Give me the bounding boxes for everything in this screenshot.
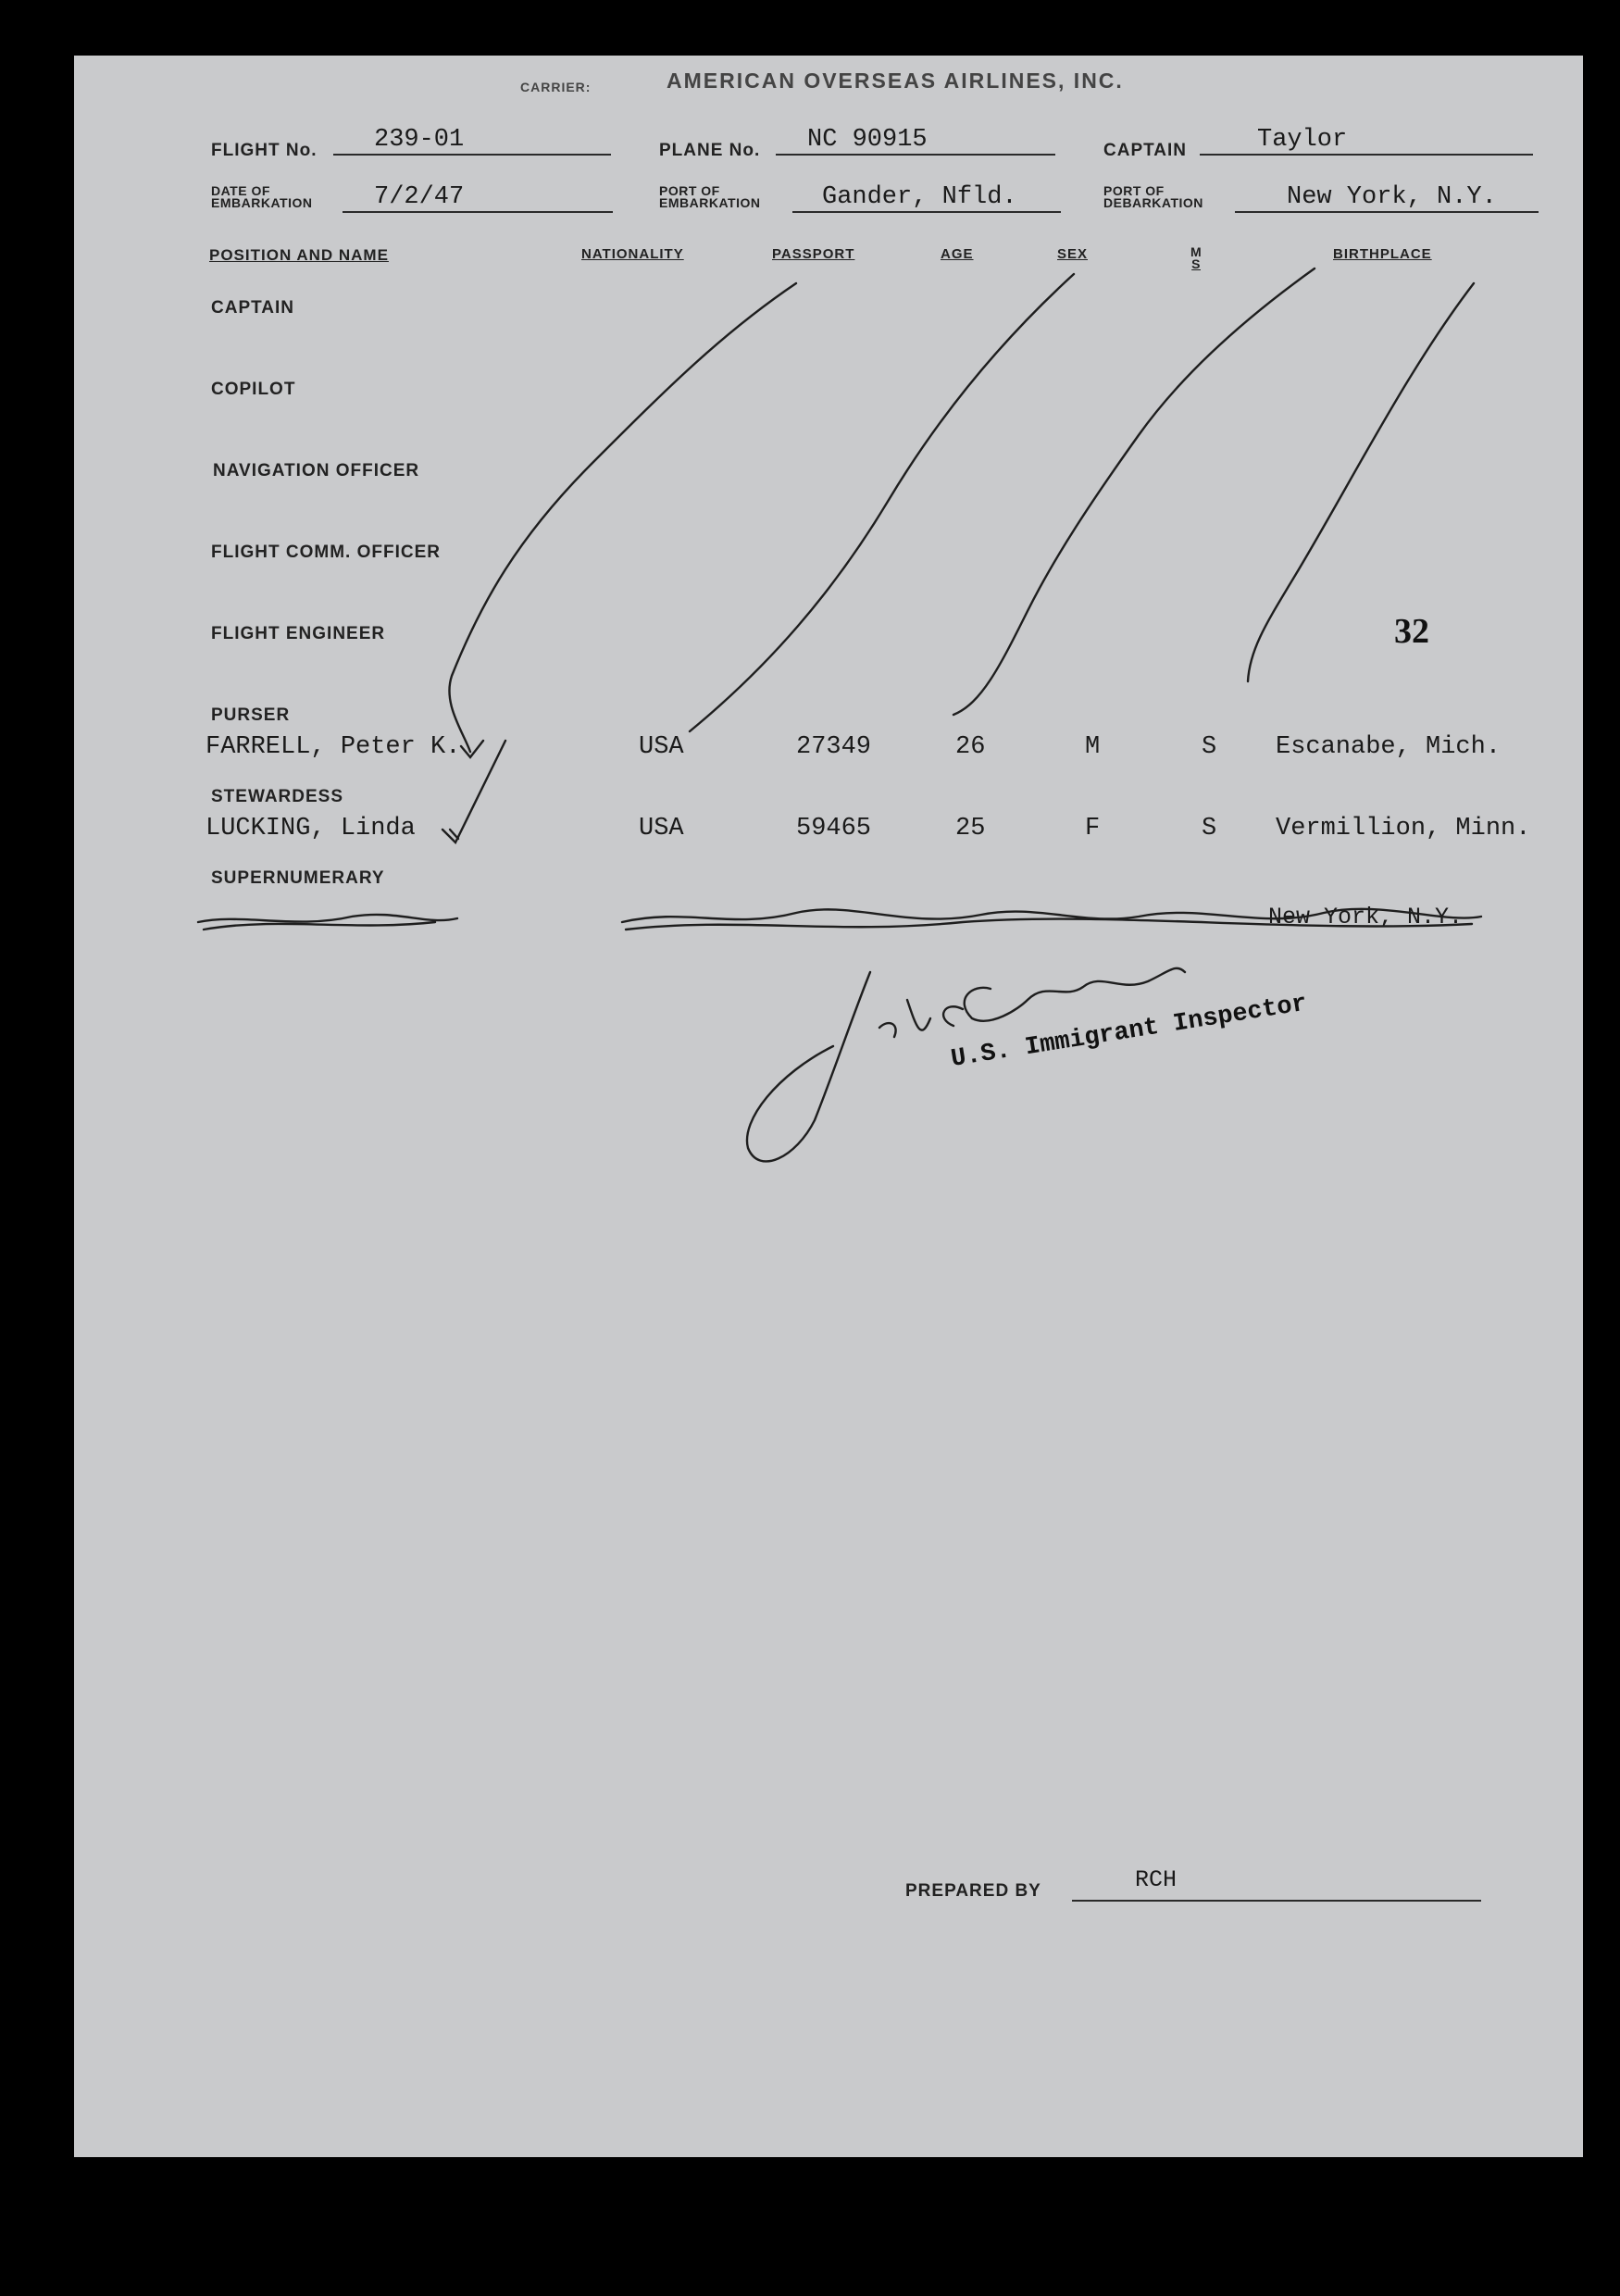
- col-age-header: AGE: [941, 246, 974, 262]
- carrier-name: AMERICAN OVERSEAS AIRLINES, INC.: [667, 69, 1124, 93]
- plane-no-value: NC 90915: [807, 126, 928, 154]
- captain-value: Taylor: [1257, 126, 1348, 154]
- check-mark-1: [461, 741, 483, 757]
- col-nationality-header: NATIONALITY: [581, 246, 684, 262]
- supernumerary-birthplace-struck: New York, N.Y.: [1268, 904, 1464, 930]
- col-ms-header-s: S: [1191, 256, 1201, 271]
- col-sex-header: SEX: [1057, 246, 1089, 262]
- crew-2-marital: S: [1202, 815, 1217, 842]
- crew-1-sex: M: [1085, 733, 1101, 761]
- position-stewardess: STEWARDESS: [211, 787, 344, 806]
- crew-2-nationality: USA: [639, 815, 684, 842]
- ditto-mark-2: [690, 274, 1074, 731]
- date-label-line-1: DATE OF: [211, 183, 270, 198]
- date-value: 7/2/47: [374, 183, 465, 211]
- crew-2-birthplace: Vermillion, Minn.: [1276, 815, 1531, 842]
- position-purser: PURSER: [211, 705, 291, 725]
- col-passport-header: PASSPORT: [772, 246, 855, 262]
- position-supernumerary: SUPERNUMERARY: [211, 868, 385, 888]
- position-copilot: COPILOT: [211, 380, 296, 399]
- col-birthplace-header: BIRTHPLACE: [1333, 246, 1432, 262]
- prepared-by-label: PREPARED BY: [905, 1881, 1041, 1901]
- col-position-header: POSITION AND NAME: [209, 246, 389, 264]
- position-flight-engineer: FLIGHT ENGINEER: [211, 624, 386, 643]
- port-emb-label-line-1: PORT OF: [659, 183, 720, 198]
- plane-no-label: PLANE No.: [659, 141, 761, 160]
- port-emb-label-line-2: EMBARKATION: [659, 195, 761, 210]
- ditto-mark-4: [1248, 283, 1474, 681]
- crew-2-age: 25: [955, 815, 986, 842]
- crew-2-name: LUCKING, Linda: [206, 815, 416, 842]
- date-label-line-2: EMBARKATION: [211, 195, 313, 210]
- port-deb-value: New York, N.Y.: [1287, 183, 1497, 211]
- crew-1-age: 26: [955, 733, 986, 761]
- crew-1-marital: S: [1202, 733, 1217, 761]
- check-mark-2: [442, 741, 505, 842]
- position-flight-comm: FLIGHT COMM. OFFICER: [211, 543, 441, 562]
- crew-1-passport: 27349: [796, 733, 872, 761]
- struck-row-scribble: [622, 909, 1481, 930]
- port-emb-value: Gander, Nfld.: [822, 183, 1017, 211]
- col-ms-header-m: M: [1190, 244, 1203, 259]
- flight-no-value: 239-01: [374, 126, 465, 154]
- page-number: 32: [1394, 612, 1429, 651]
- crew-2-passport: 59465: [796, 815, 872, 842]
- prepared-by-value: RCH: [1135, 1866, 1178, 1893]
- crew-1-name: FARRELL, Peter K.: [206, 733, 461, 761]
- struck-name-scribble: [198, 915, 457, 930]
- immigrant-inspector-stamp: U.S. Immigrant Inspector: [949, 990, 1310, 1074]
- position-captain: CAPTAIN: [211, 298, 295, 318]
- crew-2-sex: F: [1085, 815, 1101, 842]
- carrier-label: CARRIER:: [520, 80, 592, 94]
- ditto-mark-3: [953, 268, 1315, 715]
- port-deb-label-line-2: DEBARKATION: [1103, 195, 1203, 210]
- prepared-by-line: [1072, 1870, 1481, 1902]
- position-navigation: NAVIGATION OFFICER: [213, 461, 420, 480]
- crew-1-birthplace: Escanabe, Mich.: [1276, 733, 1502, 761]
- captain-label: CAPTAIN: [1103, 141, 1188, 160]
- crew-1-nationality: USA: [639, 733, 684, 761]
- flight-no-label: FLIGHT No.: [211, 141, 318, 160]
- port-deb-label-line-1: PORT OF: [1103, 183, 1165, 198]
